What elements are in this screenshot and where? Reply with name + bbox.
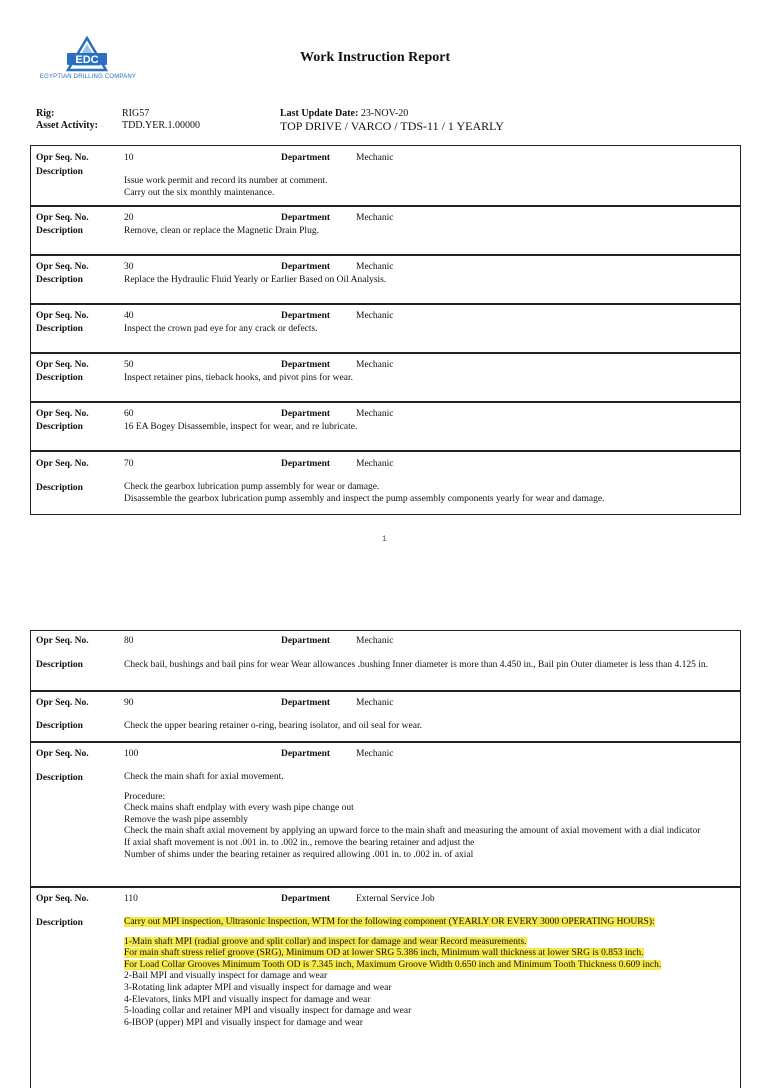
department-label: Department [281, 213, 331, 223]
logo-mark-text: EDC [75, 54, 99, 66]
activity-description: TOP DRIVE / VARCO / TDS-11 / 1 YEARLY [280, 119, 504, 133]
department-label: Department [281, 409, 331, 419]
report-title: Work Instruction Report [300, 50, 451, 65]
department-label: Department [281, 262, 331, 272]
description-label: Description [36, 721, 83, 731]
last-update-label: Last Update Date: [280, 108, 359, 119]
description-text: Check the main shaft for axial movement. Procedure: Check mains shaft endplay with every wash pipe change out Remove the wash pipe assembly Check the main shaft axial movement by applying an upward force to the main shaft and measuring the amount of axial movement with a dial indicator If axial shaft movement is not .001 in. to .002 in., remove the bearing retainer and adjust the Number of shims under the bearing retainer as required allowing .001 in. to .002 in. of axial [124, 772, 701, 860]
description-text: 16 EA Bogey Disassemble, inspect for wear, and re lubricate. [124, 422, 358, 432]
table-row [31, 452, 740, 515]
opr-seq-label: Opr Seq. No. [36, 311, 89, 321]
opr-seq-label: Opr Seq. No. [36, 153, 89, 163]
description-label: Description [36, 660, 83, 670]
description-text: Remove, clean or replace the Magnetic Drain Plug. [124, 226, 319, 236]
department-label: Department [281, 311, 331, 321]
company-logo [36, 36, 146, 86]
work-instruction-table [30, 630, 741, 1088]
department-value: Mechanic [356, 636, 394, 646]
opr-seq-value: 20 [124, 213, 134, 223]
department-value: External Service Job [356, 894, 435, 904]
description-label: Description [36, 773, 83, 783]
description-text: Check the upper bearing retainer o-ring, bearing isolator, and oil seal for wear. [124, 721, 422, 731]
table-row [31, 631, 740, 692]
asset-activity-value: TDD.YER.1.00000 [122, 120, 201, 131]
description-label: Description [36, 422, 83, 432]
description-text: Check bail, bushings and bail pins for wear Wear allowances .bushing Inner diameter is more than 4.450 in., Bail pin Outer diameter is less than 4.125 in. [124, 660, 708, 670]
department-label: Department [281, 894, 331, 904]
department-value: Mechanic [356, 409, 394, 419]
department-label: Department [281, 636, 331, 646]
highlighted-text: For Load Collar Grooves Minimum Tooth OD is 7.345 inch, Maximum Groove Width 0.650 inch and Minimum Tooth Thickness 0.609 inch. [124, 959, 662, 970]
department-value: Mechanic [356, 698, 394, 708]
highlighted-text: For main shaft stress relief groove (SRG), Minimum OD at lower SRG 5.386 inch, Minimum wall thickness at lower SRG is 0.853 inch. [124, 948, 644, 959]
opr-seq-value: 40 [124, 311, 134, 321]
department-label: Department [281, 459, 331, 469]
opr-seq-label: Opr Seq. No. [36, 698, 89, 708]
department-value: Mechanic [356, 311, 394, 321]
description-text: Inspect retainer pins, tieback hooks, and pivot pins for wear. [124, 373, 353, 383]
description-label: Description [36, 275, 83, 285]
work-instruction-table [30, 145, 741, 515]
opr-seq-value: 10 [124, 153, 134, 163]
description-text: Carry out MPI inspection, Ultrasonic Inspection, WTM for the following component (YEARLY OR EVERY 3000 OPERATING HOURS): 1-Main shaft MPI (radial groove and split collar) and inspect for damage and wear Record measurements. For main shaft stress relief groove (SRG), Minimum OD at lower SRG 5.386 inch, Minimum wall thickness at lower SRG is 0.853 inch. For Load Collar Grooves Minimum Tooth OD is 7.345 inch, Maximum Groove Width 0.650 inch and Minimum Tooth Thickness 0.609 inch. 2-Bail MPI and visually inspect for damage and wear 3-Rotating link adapter MPI and visually inspect for damage and wear 4-Elevators, links MPI and visually inspect for damage and wear 5-loading collar and retainer MPI and visually inspect for damage and wear 6-IBOP (upper) MPI and visually inspect for damage and wear [124, 917, 662, 1028]
opr-seq-value: 50 [124, 360, 134, 370]
opr-seq-label: Opr Seq. No. [36, 360, 89, 370]
opr-seq-value: 30 [124, 262, 134, 272]
department-value: Mechanic [356, 459, 394, 469]
opr-seq-value: 110 [124, 894, 138, 904]
opr-seq-value: 100 [124, 749, 139, 759]
description-label: Description [36, 918, 83, 928]
rig-value: RIG57 [122, 108, 150, 119]
department-value: Mechanic [356, 360, 394, 370]
highlighted-text: Carry out MPI inspection, Ultrasonic Inspection, WTM for the following component (YEARLY OR EVERY 3000 OPERATING HOURS): [124, 917, 655, 927]
asset-activity-label: Asset Activity: [36, 120, 98, 131]
table-row [31, 305, 740, 354]
opr-seq-value: 90 [124, 698, 134, 708]
table-row [31, 354, 740, 403]
department-value: Mechanic [356, 749, 394, 759]
opr-seq-label: Opr Seq. No. [36, 749, 89, 759]
company-name: EGYPTIAN DRILLING COMPANY [39, 74, 137, 80]
rig-label: Rig: [36, 108, 55, 119]
table-row [31, 692, 740, 743]
opr-seq-label: Opr Seq. No. [36, 636, 89, 646]
highlighted-text: 1-Main shaft MPI (radial groove and split collar) and inspect for damage and wear Record measurements. [124, 936, 527, 947]
description-label: Description [36, 324, 83, 334]
department-value: Mechanic [356, 153, 394, 163]
opr-seq-label: Opr Seq. No. [36, 262, 89, 272]
last-update-value: 23-NOV-20 [360, 108, 409, 119]
opr-seq-label: Opr Seq. No. [36, 894, 89, 904]
department-label: Department [281, 360, 331, 370]
opr-seq-label: Opr Seq. No. [36, 213, 89, 223]
report-page-2 [0, 630, 768, 1028]
page-number: 1 [382, 535, 387, 544]
description-label: Description [36, 373, 83, 383]
description-label: Description [36, 167, 83, 177]
table-row [31, 403, 740, 452]
table-row [31, 146, 740, 207]
opr-seq-value: 70 [124, 459, 134, 469]
department-label: Department [281, 153, 331, 163]
description-label: Description [36, 226, 83, 236]
department-value: Mechanic [356, 262, 394, 272]
description-text: Replace the Hydraulic Fluid Yearly or Earlier Based on Oil Analysis. [124, 275, 387, 285]
department-label: Department [281, 698, 331, 708]
table-row [31, 256, 740, 305]
department-value: Mechanic [356, 213, 394, 223]
opr-seq-label: Opr Seq. No. [36, 409, 89, 419]
description-label: Description [36, 483, 83, 493]
department-label: Department [281, 749, 331, 759]
table-row [31, 888, 740, 1088]
table-row [31, 207, 740, 256]
description-text: Inspect the crown pad eye for any crack or defects. [124, 324, 318, 334]
opr-seq-value: 60 [124, 409, 134, 419]
opr-seq-label: Opr Seq. No. [36, 459, 89, 469]
opr-seq-value: 80 [124, 636, 134, 646]
description-text: Check the gearbox lubrication pump assembly for wear or damage. Disassemble the gearbox lubrication pump assembly and inspect the pump assembly components yearly for wear and damage. [124, 482, 605, 504]
description-text: Issue work permit and record its number at comment. Carry out the six monthly maintenance. [124, 176, 328, 198]
table-row [31, 743, 740, 888]
edc-logo-icon [64, 36, 110, 74]
